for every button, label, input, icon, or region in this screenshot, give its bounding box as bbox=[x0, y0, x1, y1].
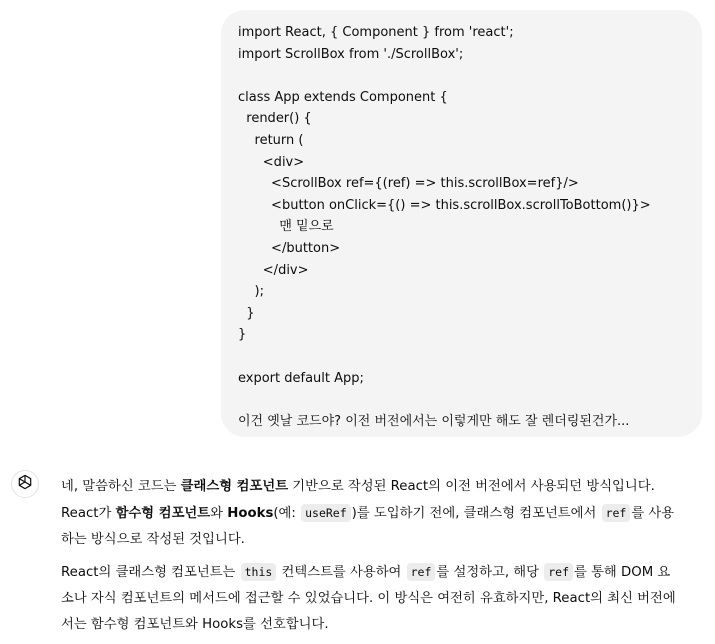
bold-term: Hooks bbox=[227, 506, 274, 521]
text-span: 와 bbox=[210, 506, 228, 521]
text-span: 네, 말씀하신 코드는 bbox=[61, 479, 181, 494]
text-span: 기반으로 작성된 React의 이전 버전에서 사용되던 방식입니다. React가 bbox=[61, 479, 655, 521]
user-message-bubble bbox=[221, 10, 702, 437]
assistant-paragraph bbox=[61, 559, 676, 638]
code-line: </div> bbox=[238, 262, 309, 278]
inline-code: useRef bbox=[301, 504, 351, 522]
code-line: class App extends Component { bbox=[238, 89, 448, 105]
code-line bbox=[238, 65, 702, 87]
code-line bbox=[238, 389, 702, 411]
text-span: 를 설정하고, 해당 bbox=[436, 565, 544, 580]
assistant-message-text bbox=[61, 474, 676, 644]
code-line: <div> bbox=[238, 154, 305, 170]
code-line bbox=[238, 346, 702, 368]
inline-code: ref bbox=[602, 504, 631, 522]
bold-term: 클래스형 컴포넌트 bbox=[180, 479, 289, 494]
code-line: export default App; bbox=[238, 370, 364, 386]
code-line: import React, { Component } from 'react'; bbox=[238, 25, 514, 40]
code-line: render() { bbox=[238, 111, 312, 127]
inline-code: this bbox=[241, 563, 277, 581]
code-line: 맨 밑으로 bbox=[238, 219, 334, 235]
code-line: } bbox=[238, 327, 247, 343]
inline-code: ref bbox=[544, 563, 573, 581]
code-line: <button onClick={() => this.scrollBox.scrollToBottom()}> bbox=[238, 197, 651, 213]
text-span: 를 통해 DOM 요소나 자식 컴포넌트의 메서드에 접근할 수 있었습니다. 이 방식은 여전히 유효하지만, React의 최신 버전에서는 함수형 컴포넌트와 Hooks를 선호합니다. bbox=[61, 565, 676, 632]
code-line: } bbox=[238, 305, 255, 321]
text-span: 를 사용하는 방식으로 작성된 것입니다. bbox=[61, 506, 675, 547]
text-span: (예: bbox=[273, 506, 301, 521]
assistant-avatar bbox=[11, 470, 39, 498]
code-line: <ScrollBox ref={(ref) => this.scrollBox=ref}/> bbox=[238, 176, 579, 192]
text-span: 컨텍스트를 사용하여 bbox=[277, 565, 406, 580]
inline-code: ref bbox=[407, 563, 436, 581]
text-span: React의 클래스형 컴포넌트는 bbox=[61, 565, 240, 580]
code-line: import ScrollBox from './ScrollBox'; bbox=[238, 46, 464, 62]
assistant-paragraph bbox=[61, 474, 676, 553]
text-span: )를 도입하기 전에, 클래스형 컴포넌트에서 bbox=[351, 506, 601, 521]
code-line: ); bbox=[238, 284, 264, 300]
bold-term: 함수형 컴포넌트 bbox=[115, 506, 211, 521]
code-block bbox=[238, 22, 702, 411]
code-line: return ( bbox=[238, 132, 304, 148]
user-question-text: 이건 옛날 코드야? 이전 버전에서는 이렇게만 해도 잘 렌더링된건가... bbox=[238, 413, 630, 429]
openai-logo-icon bbox=[16, 473, 34, 495]
code-line: </button> bbox=[238, 240, 341, 256]
